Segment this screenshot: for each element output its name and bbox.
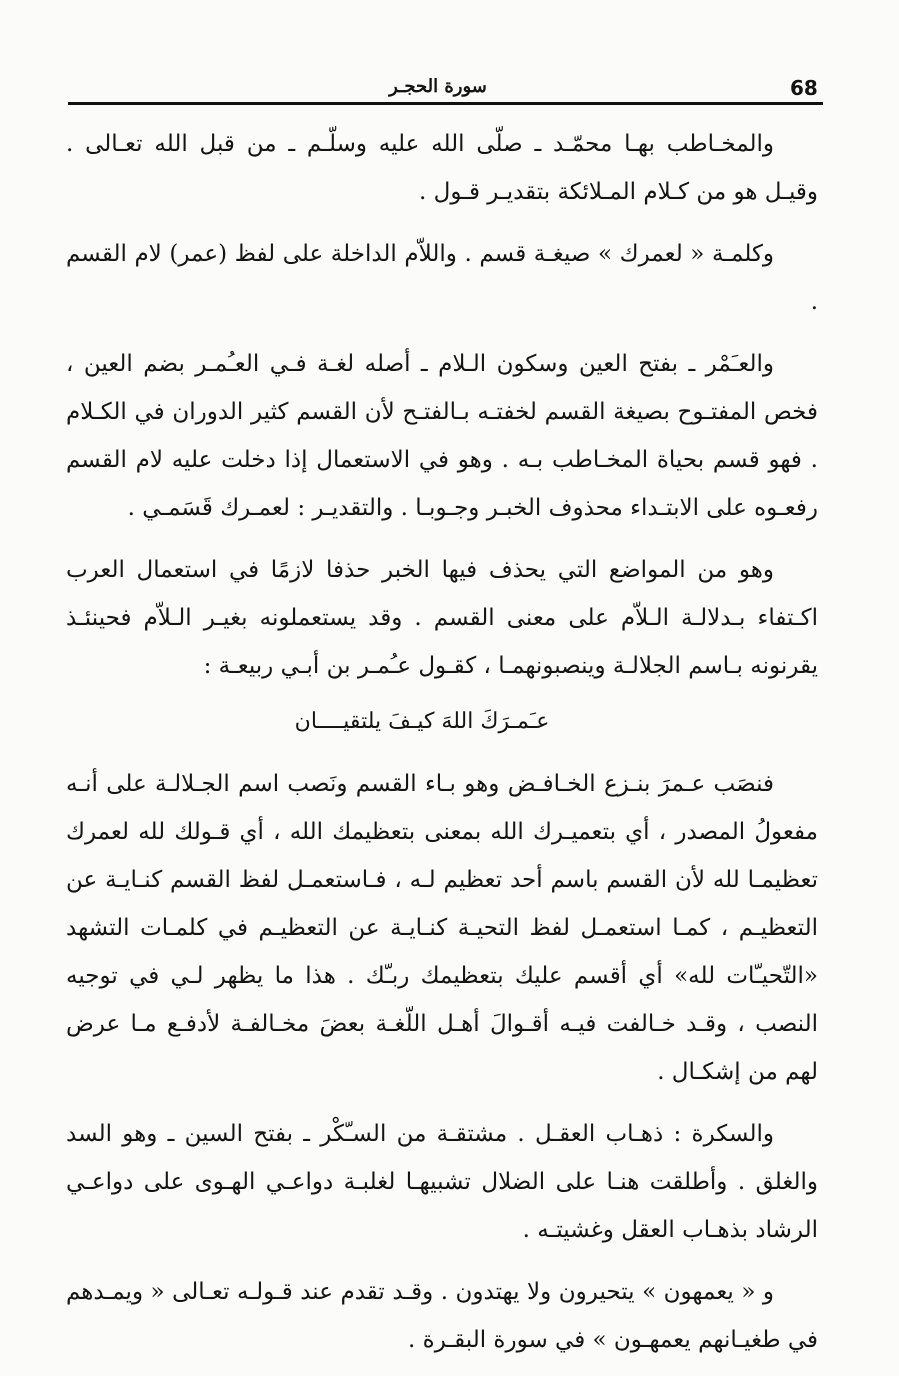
poetry-verse: عـَمـرَكَ اللهَ كيـفَ يلتقيــــان bbox=[294, 709, 550, 734]
page-number: 68 bbox=[790, 76, 818, 100]
paragraph-yamahun: و « يعمهون » يتحيرون ولا يهتدون . وقـد تقدم عند قـولـه تعـالى « ويمـدهم في طغيـانهم يعمهـون » في سورة البقـرة . bbox=[66, 1279, 818, 1353]
paragraph-omitted-predicate: وهو من المواضع التي يحذف فيها الخبر حذفا لازمًا في استعمال العرب اكـتفاء بـدلالـة الـلاّم على معنى القسم . وقد يستعملونه بغيـر الـلاّم فحينئـذ يقرنونه بـاسم الجلالـة وينصبونهمـا ، كقـول عـُمـر بن أبـي ربيعـة : bbox=[66, 557, 818, 679]
paragraph-laamruk: وكلمـة « لعمرك » صيغـة قسم . واللاّم الداخلة على لفظ (عمر) لام القسم . bbox=[66, 241, 818, 315]
body-text bbox=[66, 120, 818, 1364]
paragraph-al-amr: والعـَمْر ـ بفتح العين وسكون الـلام ـ أصله لغـة فـي العـُمـر بضم العين ، فخص المفتـوح بصيغة القسم لخفتـه بـالفتـح لأن القسم كثير الدوران في الكـلام . فهو قسم بحياة المخـاطب بـه . وهو في الاستعمال إذا دخلت عليه لام القسم رفعـوه على الابتـداء محذوف الخبـر وجـوبـا . والتقديـر : لعمـرك قَسَمـي . bbox=[66, 351, 818, 521]
page-header bbox=[68, 74, 823, 102]
header-rule bbox=[68, 102, 823, 105]
surah-title: سورة الحجـر bbox=[389, 76, 487, 97]
paragraph-addressee: والمخـاطب بهـا محمّـد ـ صلّى الله عليه وسلّـم ـ من قبل الله تعـالى . وقيـل هو من كـلام المـلائكة بتقديـر قـول . bbox=[66, 131, 818, 205]
paragraph-sakra: والسكرة : ذهـاب العقـل . مشتقـة من السـّكْر ـ بفتح السين ـ وهو السد والغلق . وأطلقت هنـا على الضلال تشبيهـا لغلبـة دواعـي الهـوى على دواعـي الرشاد بذهـاب العقل وغشيتـه . bbox=[66, 1121, 818, 1243]
paragraph-nasb: فنصَب عـمرَ بنـزع الخـافـض وهو بـاء القسم ونَصب اسم الجـلالـة على أنـه مفعولُ المصدر ، أي بتعميـرك الله بمعنى بتعظيمك الله ، أي قـولك لله لعمرك تعظيمـا لله لأن القسم باسم أحد تعظيم لـه ، فـاستعمـل لفظ القسم كنـايـة عن التعظيـم ، كمـا استعمـل لفظ التحيـة كنـايـة عن التعظيـم في كلمـات التشهد «التّحيـّات لله» أي أقسم عليك بتعظيمك ربـّك . هذا ما يظهر لـي في توجيه النصب ، وقـد خـالفت فيـه أقـوالَ أهـل اللّغـة بعضَ مخـالفـة لأدفـع مـا عرض لهم من إشكـال . bbox=[66, 771, 818, 1085]
